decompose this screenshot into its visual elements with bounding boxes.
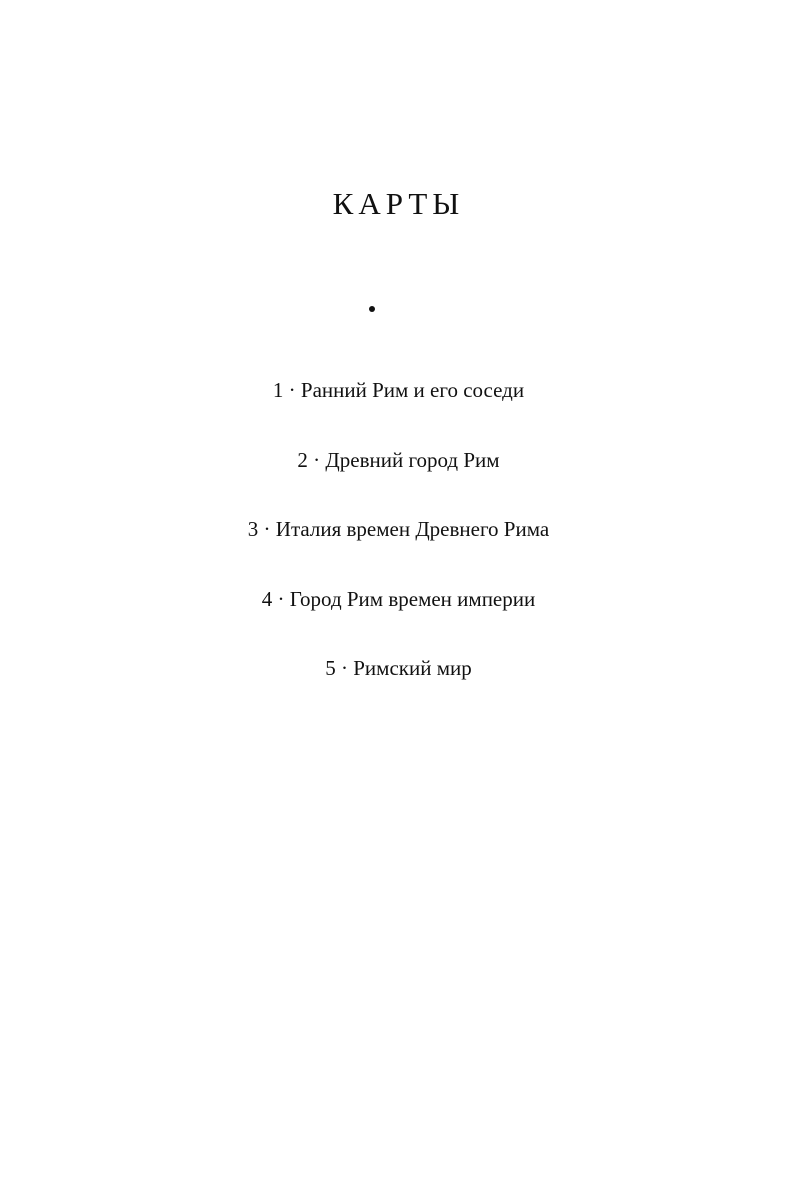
map-entry-4 [0,582,797,616]
separator-dot: · [341,656,348,680]
maps-list [0,373,797,721]
map-number: 3 [247,517,259,541]
map-entry-1 [0,373,797,407]
separator-dot: · [277,586,285,611]
map-number: 5 [325,656,336,680]
ornament-dot-icon [369,306,375,312]
separator-dot: · [288,378,296,402]
map-title: Римский мир [353,656,472,680]
separator-dot: · [263,517,271,541]
map-number: 2 [297,447,308,472]
map-title: Ранний Рим и его соседи [300,378,525,402]
map-title: Италия времен Древнего Рима [275,517,550,541]
map-title: Город Рим времен империи [289,586,536,611]
page-title: КАРТЫ [332,186,465,221]
map-entry-2 [0,443,797,477]
map-number: 4 [261,586,273,611]
separator-dot: · [313,447,321,472]
map-number: 1 [272,378,284,402]
map-title: Древний город Рим [325,447,500,472]
map-entry-3 [0,512,797,546]
map-entry-5 [0,651,797,685]
